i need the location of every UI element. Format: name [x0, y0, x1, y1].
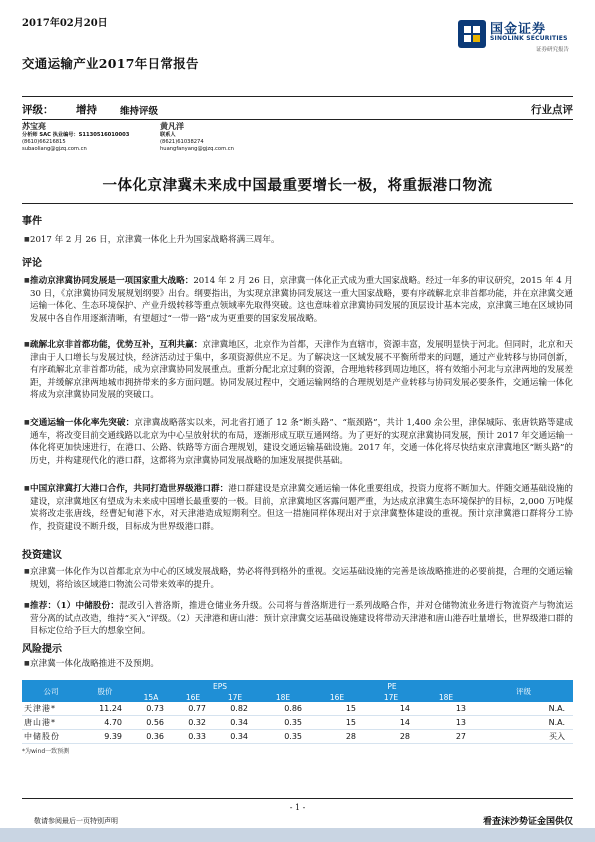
comment-text: 2014 年 2 月 26 日，京津冀一体化正式成为重大国家战略。经过一年多的审议研究，2015 年 4 月 30 日，《京津冀协同发展规划纲要》出台。纲要指出，为实现京津冀协同发展这一重大国家战略，要有序疏解北京非首都功能，并在京津冀交通运输一体化、生态环境保护、产业升级转移等重点领域率先取得突破。这也意味着京津冀协同发展的顶层设计基本完成，京津冀三地在区域协同发展中各自作用逐渐清晰，有望超过“一带一路”成为更重要的国家发展战略。: [30, 276, 573, 324]
cell-pe: 14: [364, 716, 418, 730]
headline: 一体化京津冀未来成中国最重要增长一极，将重振港口物流: [102, 177, 493, 194]
analyst-name: 苏宝亮: [22, 122, 46, 131]
analyst-role: 分析师 SAC 执业编号：S1130516010003: [22, 132, 130, 138]
report-type: 行业点评: [531, 104, 573, 116]
invest-text: 京津冀一体化作为以首都北京为中心的区域发展战略，势必将得到格外的重视。交运基础设施的完善是该战略推进的必要前提，合理的交通运输规划，将给该区域港口物流公司带来效率的提升。: [30, 567, 573, 590]
invest-item: [30, 600, 573, 638]
contact-card: [160, 122, 320, 153]
cell-eps: 0.77: [172, 702, 214, 716]
comment-lead: 推动京津冀协同发展是一项国家重大战略：: [30, 276, 194, 286]
event-text: 2017 年 2 月 26 日，京津冀一体化上升为国家战略将满三周年。: [30, 235, 280, 245]
contact-role: 联系人: [160, 132, 176, 138]
comment-lead: 中国京津冀打大港口合作，共同打造世界级港口群：: [30, 484, 229, 494]
cell-price: 9.39: [80, 730, 130, 744]
footer-disclaimer: 敬请参阅最后一页特别声明: [34, 817, 118, 825]
cell-eps: 0.56: [130, 716, 172, 730]
section-title-invest: 投资建议: [22, 550, 62, 561]
cell-company: 中储股份: [22, 730, 80, 744]
cell-pe: 13: [418, 702, 474, 716]
cell-pe: 27: [418, 730, 474, 744]
comment-lead: 疏解北京非首都功能，优势互补，互利共赢：: [30, 340, 203, 350]
report-date: 2017年02月20日: [22, 18, 108, 29]
cell-eps: 0.36: [130, 730, 172, 744]
year-header: 18E: [256, 692, 310, 702]
cell-eps: 0.35: [256, 730, 310, 744]
invest-item: [30, 566, 573, 591]
invest-text: 混改引入普洛斯，推进仓储业务升级。公司将与普洛斯进行一系列战略合作，并对仓储物流业务进行物流资产与物流运营分离的试点改造，维持“买入”评级。（2）天津港和唐山港：预计京津冀交运基础设施建设将带动天津港和唐山港吞吐量增长，世界级港口群的目标定位给予巨大的想象空间。: [30, 601, 573, 637]
analyst-card: [22, 122, 182, 153]
sinolink-logo-icon: [458, 20, 486, 48]
contact-phone: (8621)61038274: [160, 139, 204, 145]
section-title-event: 事件: [22, 216, 42, 227]
comment-text: 京津冀地区，北京作为首都，天津作为直辖市，资源丰富，发展明显快于河北。但同时，北京和天津由于人口增长与发展过快，经济活动过于集中，多项资源供应不足。为了解决这一区域发展不平衡所带来的问题，通过产业转移与协同创新，有序疏解北京非首都功能，成为京津冀协同发展重点。重新分配北京过剩的资源，合理地转移到周边地区，将有效缩小河北与京津两地的发展差距，并缓解京津两地城市拥挤带来的多方面问题。协同发展过程中，交通运输网络的合理规划是产业转移与协同发展必要条件，交通运输一体化将成为京津冀协同发展的突破口。: [30, 340, 573, 401]
table-note: *为wind一致预测: [22, 748, 70, 755]
cell-eps: 0.34: [214, 716, 256, 730]
rating-divider: [22, 119, 573, 120]
cell-eps: 0.32: [172, 716, 214, 730]
analyst-email[interactable]: subaoliang@gjzq.com.cn: [22, 146, 87, 152]
cell-rating: N.A.: [474, 716, 573, 730]
cell-price: 4.70: [80, 716, 130, 730]
logo-chinese-name: 国金证券: [490, 22, 547, 37]
comment-text: 京津冀战略落实以来，河北省打通了 12 条“断头路”、“瓶颈路”，共计 1,400 余公里，津保城际、张唐铁路等建成通车，将改变目前交通线路以北京为中心呈放射状的布局，逐渐形成互联互通网络。为了更好的实现京津冀协同发展，预计 2017 年交通运输一体化将更加快速进行，在港口、公路、铁路等方面合理规划，建设交通运输基础设施。2017 年，交通一体化将尽快结束京津冀地区“断头路”的历史，并构建现代化的港口群，这都将为京津冀协同发展战略的加速发展提供基础。: [30, 418, 573, 466]
cell-pe: 14: [364, 702, 418, 716]
risk-text: 京津冀一体化战略推进不及预期。: [30, 659, 159, 669]
footer-watermark: 看查沫沙势证金国供仅: [482, 817, 573, 827]
report-series-title: 交通运输产业2017年日常报告: [22, 56, 199, 71]
header-eps: EPS: [130, 680, 310, 692]
cell-pe: 15: [310, 702, 364, 716]
header-rating: 评级: [474, 680, 573, 702]
comment-item: [30, 339, 573, 402]
cell-company: 唐山港*: [22, 716, 80, 730]
year-header: 17E: [214, 692, 256, 702]
analyst-phone: (8610)66216815: [22, 139, 66, 145]
logo-english-name: SINOLINK SECURITIES: [490, 35, 568, 42]
cell-pe: 15: [310, 716, 364, 730]
contact-name: 黄凡洋: [160, 122, 184, 131]
table-row: [22, 716, 573, 730]
cell-eps: 0.73: [130, 702, 172, 716]
table-header-row: [22, 680, 573, 692]
header-pe: PE: [310, 680, 474, 692]
footer-divider: [22, 798, 573, 799]
year-header: 15A: [130, 692, 172, 702]
event-item: [30, 234, 573, 247]
year-header: 17E: [364, 692, 418, 702]
header-price: 股价: [80, 680, 130, 702]
cell-pe: 28: [364, 730, 418, 744]
cell-company: 天津港*: [22, 702, 80, 716]
header-divider: [22, 96, 573, 97]
logo-tagline: 证券研究报告: [536, 47, 570, 53]
cell-eps: 0.82: [214, 702, 256, 716]
section-title-comment: 评论: [22, 258, 42, 269]
comment-item: [30, 275, 573, 325]
cell-price: 11.24: [80, 702, 130, 716]
section-title-risk: 风险提示: [22, 644, 62, 655]
year-header: 16E: [310, 692, 364, 702]
cell-eps: 0.86: [256, 702, 310, 716]
header-company: 公司: [22, 680, 80, 702]
table-row: [22, 702, 573, 716]
cell-pe: 13: [418, 716, 474, 730]
comment-item: [30, 483, 573, 533]
headline-divider: [22, 203, 573, 204]
table-row: [22, 730, 573, 744]
year-header: 16E: [172, 692, 214, 702]
cell-rating: N.A.: [474, 702, 573, 716]
cell-eps: 0.35: [256, 716, 310, 730]
page-number: - 1 -: [289, 803, 306, 812]
valuation-table: [22, 680, 573, 744]
cell-eps: 0.33: [172, 730, 214, 744]
contact-email[interactable]: huangfanyang@gjzq.com.cn: [160, 146, 234, 152]
cell-eps: 0.34: [214, 730, 256, 744]
year-header: 18E: [418, 692, 474, 702]
invest-lead: 推荐：（1）中储股份：: [30, 601, 120, 611]
rating-value: 增持: [76, 104, 97, 116]
rating-label: 评级：: [22, 104, 54, 116]
cell-rating: 买入: [474, 730, 573, 744]
rating-change: 维持评级: [120, 106, 159, 117]
comment-text: 港口群建设是京津冀交通运输一体化重要组成，投资力度将不断加大。伴随交通基础设施的建设，京津冀地区有望成为未来成中国增长最重要的一极。目前，京津冀地区客露问题严重，为达成京津冀生态环境保护的目标，2,000 万吨煤炭将改走张唐线，经曹妃甸港下水，对天津港造成短期利空。但这一措施同样体现出对于京津冀整体建设的重视。预计京津冀港口群将分工协作，投资建设不断升级，目标成为世界级港口群。: [30, 484, 573, 532]
comment-item: [30, 417, 573, 467]
bottom-band: [0, 828, 595, 842]
comment-lead: 交通运输一体化率先突破：: [30, 418, 135, 428]
cell-pe: 28: [310, 730, 364, 744]
risk-item: [30, 658, 573, 671]
